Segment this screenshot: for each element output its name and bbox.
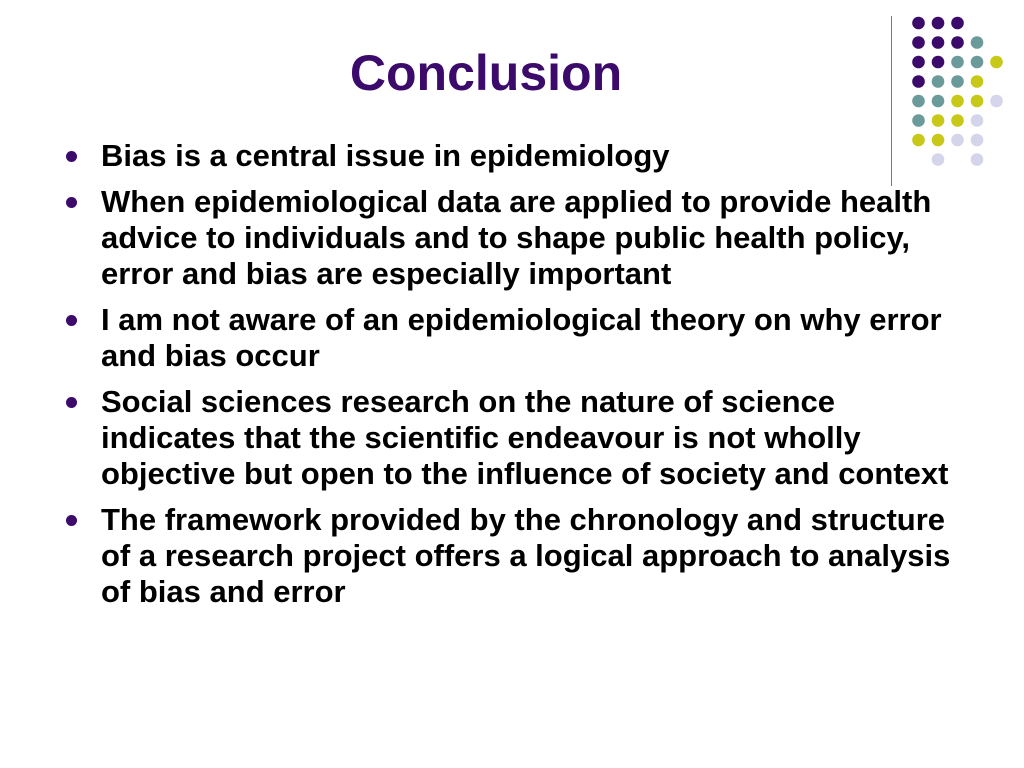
bullet-text: Social sciences research on the nature of science indicates that the scientific endeavour is not wholly objective but open to the influence of society and context — [101, 384, 949, 491]
bullet-item — [64, 502, 964, 610]
decorative-dot — [971, 36, 984, 49]
bullet-item — [64, 384, 964, 492]
bullet-dot-icon — [66, 397, 77, 408]
bullet-dot-icon — [66, 515, 77, 526]
bullet-item — [64, 138, 964, 174]
decorative-dot — [912, 17, 925, 30]
bullet-text: Bias is a central issue in epidemiology — [101, 138, 670, 173]
bullet-text: I am not aware of an epidemiological theory on why error and bias occur — [101, 302, 942, 373]
decorative-dot — [932, 114, 945, 127]
decorative-dot — [971, 114, 984, 127]
slide-title: Conclusion — [349, 45, 623, 101]
bullet-item — [64, 302, 964, 374]
decorative-dot — [951, 17, 964, 30]
decorative-dot — [971, 134, 984, 147]
bullet-item — [64, 184, 964, 292]
decorative-dot — [932, 17, 945, 30]
decorative-dot — [951, 114, 964, 127]
decorative-dot — [990, 95, 1003, 108]
bullet-text: When epidemiological data are applied to provide health advice to individuals and to shape public health policy, error and bias are especially important — [101, 184, 932, 291]
decorative-dot — [971, 153, 984, 166]
bullet-dot-icon — [66, 151, 77, 162]
bullet-list — [64, 138, 964, 620]
bullet-text: The framework provided by the chronology and structure of a research project offers a logical approach to analysis of bias and error — [101, 502, 951, 609]
decorative-dot — [990, 56, 1003, 69]
decorative-dot — [912, 114, 925, 127]
decorative-dot — [971, 75, 984, 88]
decorative-dot — [971, 56, 984, 69]
bullet-dot-icon — [66, 197, 77, 208]
decorative-dot — [971, 95, 984, 108]
bullet-dot-icon — [66, 315, 77, 326]
